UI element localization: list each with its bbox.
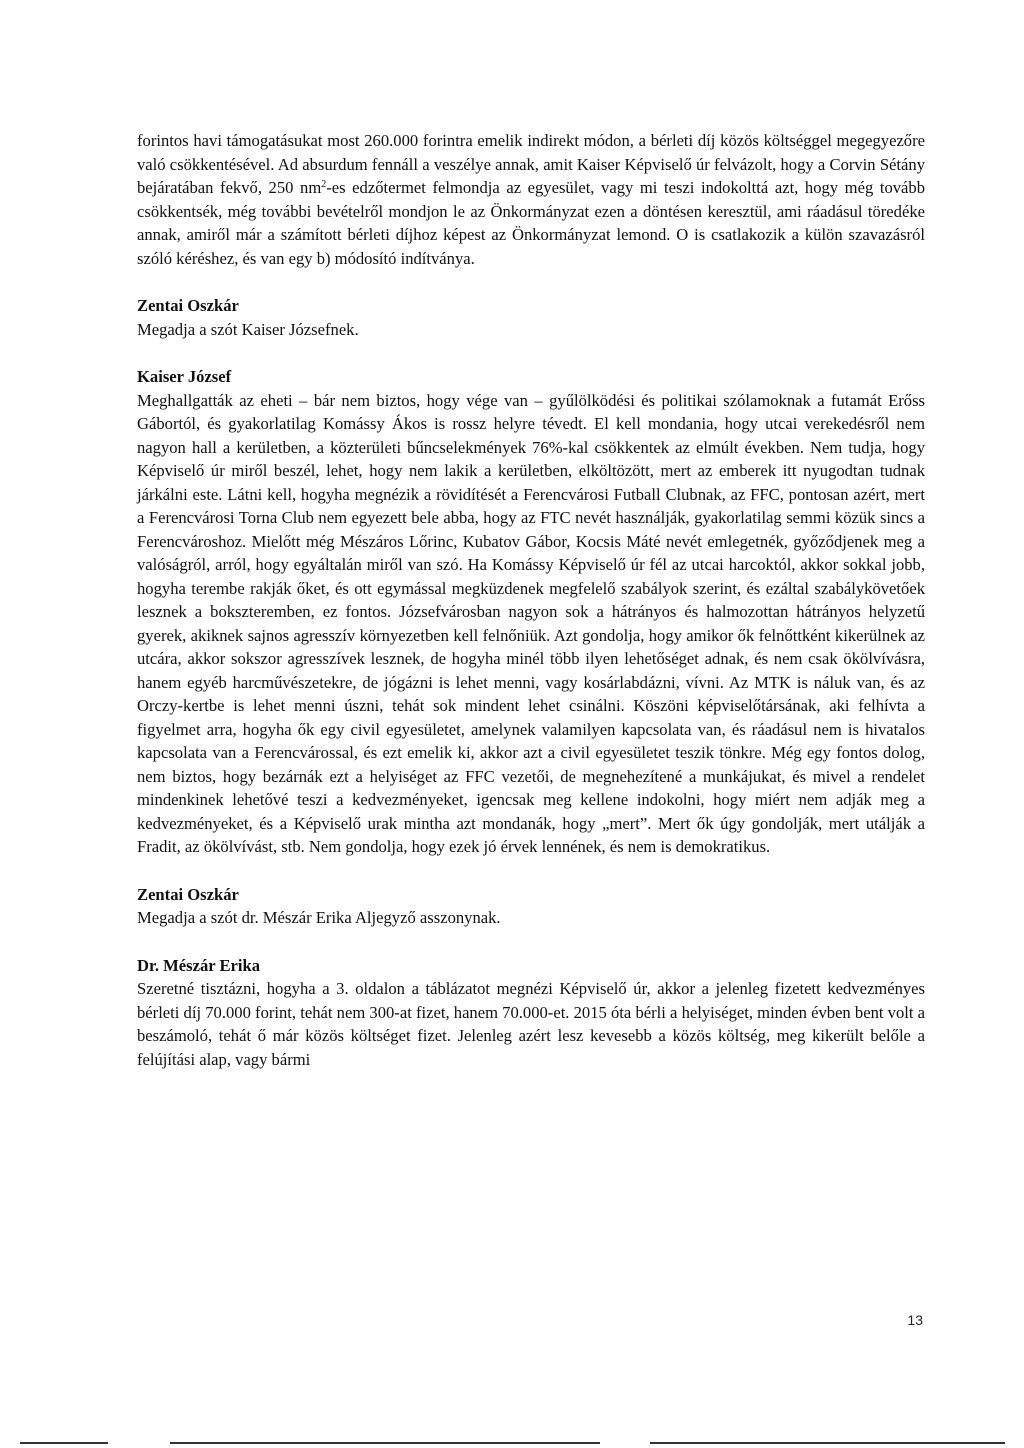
speech-text: Megadja a szót dr. Mészár Erika Aljegyző asszonynak. — [137, 908, 501, 927]
speech-text: Meghallgatták az eheti – bár nem biztos, hogy vége van – gyűlölködési és politikai szólamoknak a futamát Erőss Gábortól, és gyakorlatilag Komássy Ákos is rossz helyre tévedt. El kell mondania, hogy utcai verekedésről nem nagyon hall a kerületben, a közterületi bűncselekmények 76%-kal csökkentek az elmúlt években. Nem tudja, hogy Képviselő úr miről beszél, lehet, hogy nem lakik a kerületben, elköltözött, mert az emberek itt nyugodtan tudnak járkálni este. Látni kell, hogyha megnézik a rövidítését a Ferencvárosi Futball Clubnak, az FFC, pontosan azért, mert a Ferencvárosi Torna Club nem egyezett bele abba, hogy az FTC nevét használják, gyakorlatilag semmi közük sincs a Ferencvároshoz. Mielőtt még Mészáros Lőrinc, Kubatov Gábor, Kocsis Máté nevét emlegetnék, győződjenek meg a valóságról, arról, hogy egyáltalán miről van szó. Ha Komássy Képviselő úr fél az utcai harcoktól, akkor sokkal jobb, hogyha terembe rakják őket, és ott egymással megküzdenek megfelelő szabályok szerint, és ezáltal szabálykövetőek lesznek a bokszteremben, ez fontos. Józsefvárosban nagyon sok a hátrányos és halmozottan hátrányos helyzetű gyerek, akiknek sajnos agresszív környezetben kell felnőniük. Azt gondolja, hogy amikor ők felnőttként kikerülnek az utcára, akkor sokszor agresszívek lesznek, de hogyha minél több ilyen lehetőséget adnak, és nem csak ökölvívásra, hanem egyéb harcművészetekre, de jógázni is lehet menni, vagy kosárlabdázni, vívni. Az MTK is náluk van, és az Orczy-kertbe is lehet menni úszni, tehát sok mindent lehet csinálni. Köszöni képviselőtársának, aki felhívta a figyelmet arra, hogyha ők egy civil egyesületet, amelynek valamilyen kapcsolata van, és ráadásul nem is hivatalos kapcsolata van a Ferencvárossal, és ezt emelik ki, akkor azt a civil egyesületet teszik tönkre. Még egy fontos dolog, nem biztos, hogy bezárnák ezt a helyiséget az FFC vezetői, de megnehezítené a munkájukat, és mivel a rendelet mindenkinek lehetővé teszi a kedvezményeket, igencsak meg kellene indokolni, hogy miért nem adják meg a kedvezményeket, és a Képviselő urak mintha azt mondanák, hogy „mert”. Mert ők úgy gondolják, mert utálják a Fradit, az ökölvívást, stb. Nem gondolja, hogy ezek jó érvek lennének, és nem is demokratikus. — [137, 390, 925, 856]
bottom-rule-segment — [650, 1442, 1005, 1444]
intro-paragraph — [137, 129, 925, 270]
speech-text: Szeretné tisztázni, hogyha a 3. oldalon a táblázatot megnézi Képviselő úr, akkor a jelenleg fizetett kedvezményes bérleti díj 70.000 forint, tehát nem 300-at fizet, hanem 70.000-et. 2015 óta bérli a helyiséget, minden évben bent volt a beszámoló, tehát ő már közös költséget fizet. Jelenleg azért lesz kevesebb a közös költség, meg kikerült belőle a felújítási alap, vagy bármi — [137, 979, 925, 1069]
speaker-name: Dr. Mészár Erika — [137, 955, 261, 975]
superscript-two: 2 — [321, 179, 327, 190]
speaker-name: Zentai Oszkár — [137, 884, 239, 904]
speech-block-meszar — [137, 954, 925, 1072]
speech-text: Megadja a szót Kaiser Józsefnek. — [137, 319, 359, 339]
speech-block-zentai-2 — [137, 883, 925, 930]
page-content — [137, 129, 925, 1071]
spacer — [137, 859, 925, 883]
page-number: 13 — [907, 1312, 923, 1328]
bottom-rule-segment — [20, 1442, 108, 1444]
spacer — [137, 930, 925, 954]
spacer — [137, 270, 925, 294]
speech-block-zentai-1 — [137, 294, 925, 341]
intro-text-b: -es edzőtermet felmondja az egyesület, vagy mi teszi indokolttá azt, hogy még tovább csökkentsék, még további bevételről mondjon le az Önkormányzat ezen a döntésen keresztül, ami ráadásul töredéke annak, amiről már a számított bérleti díjhoz képest az Önkormányzat lemond. O is csatlakozik a külön szavazásról szóló kéréshez, és van egy b) módosító indítványa. — [137, 178, 925, 268]
spacer — [137, 341, 925, 365]
intro-text-a: forintos havi támogatásukat most 260.000 forintra emelik indirekt módon, a bérleti díj közös költséggel megegyezőre való csökkentésével. Ad absurdum fennáll a veszélye annak, amit Kaiser Képviselő úr felvázolt, hogy a Corvin Sétány bejáratában fekvő, 250 nm — [137, 131, 925, 197]
speech-block-kaiser — [137, 365, 925, 859]
speaker-name: Zentai Oszkár — [137, 296, 239, 315]
speaker-name: Kaiser József — [137, 367, 232, 386]
bottom-rule-segment — [170, 1442, 600, 1444]
